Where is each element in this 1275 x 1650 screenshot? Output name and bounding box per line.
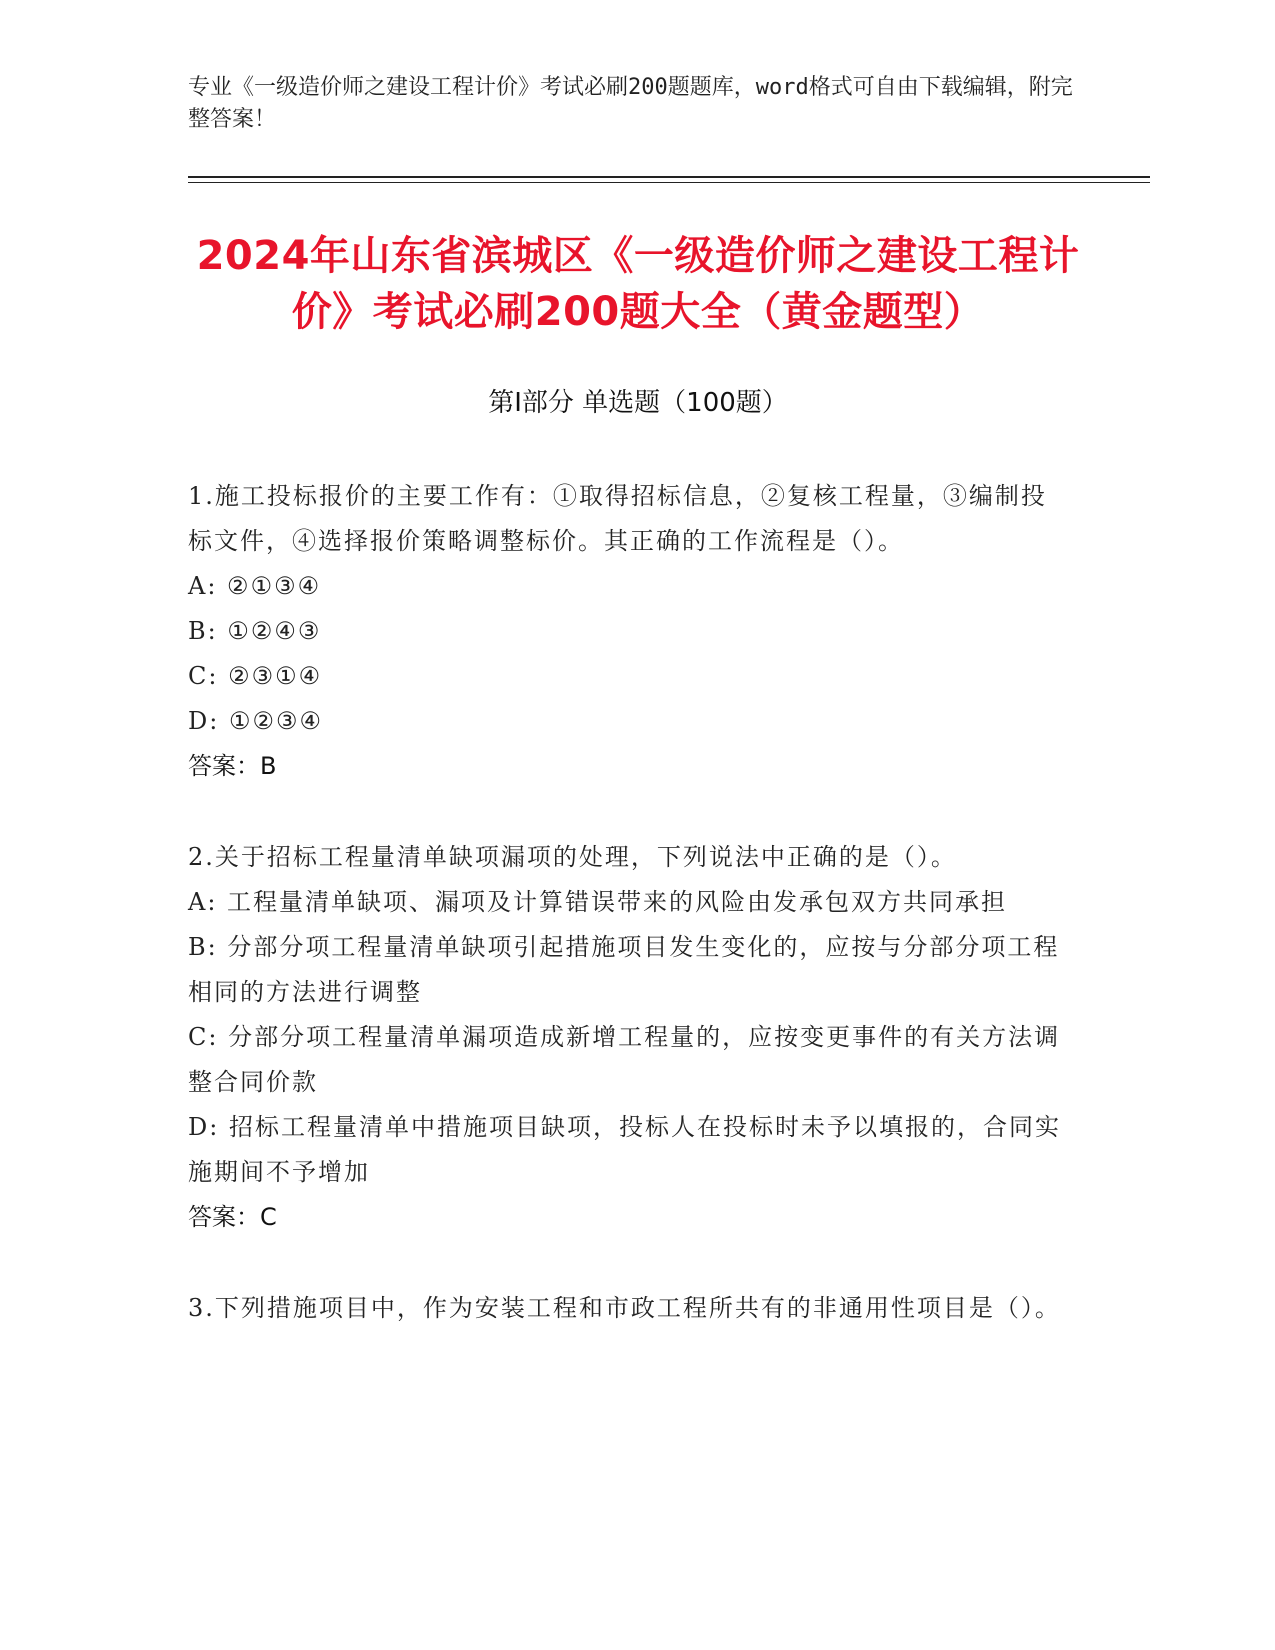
question-list <box>188 474 1068 1377</box>
header-divider-thick <box>188 176 1150 178</box>
answer: 答案：B <box>188 752 277 780</box>
document-title: 2024年山东省滨城区《一级造价师之建设工程计价》考试必刷200题大全（黄金题型） <box>196 233 1080 335</box>
header-divider-thin <box>188 182 1150 183</box>
question-stem: 3.下列措施项目中，作为安装工程和市政工程所共有的非通用性项目是（）。 <box>188 1294 1061 1322</box>
option-a: A: ②①③④ <box>188 572 322 600</box>
option-b: B: ①②④③ <box>188 617 322 645</box>
option-d: D: ①②③④ <box>188 707 324 735</box>
question-3 <box>188 1286 1068 1331</box>
question-1 <box>188 474 1068 789</box>
header-note: 专业《一级造价师之建设工程计价》考试必刷200题题库，word格式可自由下载编辑，附完整答案！ <box>188 75 1073 132</box>
option-c: C: 分部分项工程量清单漏项造成新增工程量的，应按变更事件的有关方法调整合同价款 <box>188 1023 1061 1096</box>
option-d: D: 招标工程量清单中措施项目缺项，投标人在投标时未予以填报的，合同实施期间不予增加 <box>188 1113 1061 1186</box>
question-stem: 1.施工投标报价的主要工作有：①取得招标信息，②复核工程量，③编制投标文件，④选择报价策略调整标价。其正确的工作流程是（）。 <box>188 482 1047 555</box>
option-c: C: ②③①④ <box>188 662 323 690</box>
question-2 <box>188 835 1068 1240</box>
question-stem: 2.关于招标工程量清单缺项漏项的处理，下列说法中正确的是（）。 <box>188 843 957 871</box>
section-title: 第Ⅰ部分 单选题（100题） <box>488 388 788 418</box>
option-a: A: 工程量清单缺项、漏项及计算错误带来的风险由发承包双方共同承担 <box>188 888 1008 916</box>
answer: 答案：C <box>188 1203 277 1231</box>
option-b: B: 分部分项工程量清单缺项引起措施项目发生变化的，应按与分部分项工程相同的方法进行调整 <box>188 933 1060 1006</box>
